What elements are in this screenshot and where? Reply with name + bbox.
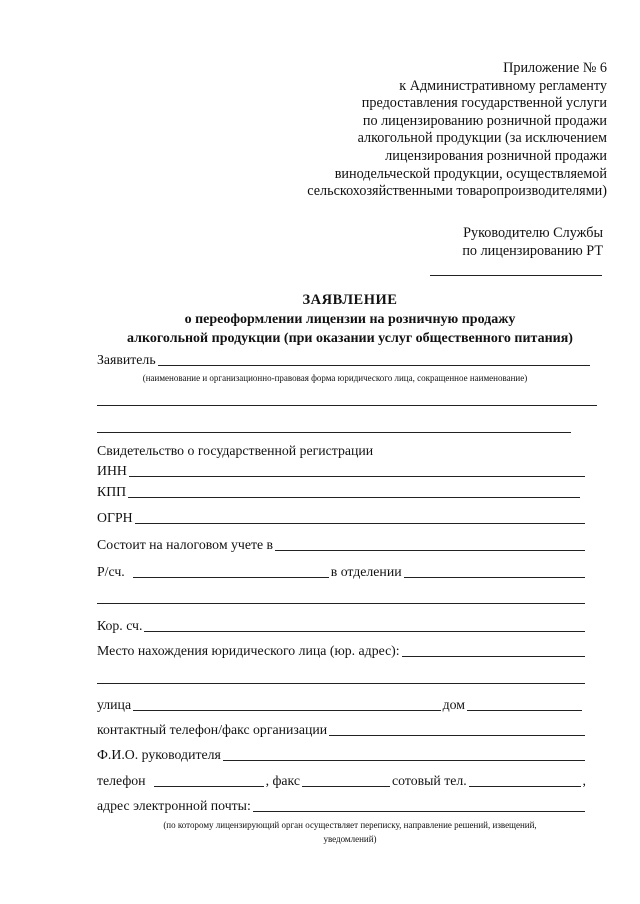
ogrn-row	[97, 510, 585, 526]
addressee-signature-line[interactable]	[430, 275, 602, 276]
email-field[interactable]	[253, 798, 585, 812]
email-row	[97, 798, 585, 814]
account-row	[97, 564, 585, 580]
director-row	[97, 747, 585, 763]
addressee-line-1: Руководителю Службы	[463, 225, 603, 241]
mobile-field[interactable]	[469, 773, 581, 787]
contact-phone-field[interactable]	[329, 722, 585, 736]
email-label: адрес электронной почты:	[97, 798, 251, 813]
street-label: улица	[97, 697, 132, 712]
address-label: Место нахождения юридического лица (юр. адрес):	[97, 643, 400, 658]
branch-label: в отделении	[330, 564, 402, 579]
phone-field[interactable]	[154, 773, 264, 787]
email-hint-2: уведомлений)	[323, 834, 377, 844]
phone-label: телефон	[97, 773, 146, 788]
fax-label: , факс	[265, 773, 301, 788]
kpp-field[interactable]	[128, 484, 580, 498]
contact-phone-label: контактный телефон/факс организации	[97, 722, 328, 737]
kpp-row	[97, 484, 580, 500]
appendix-line: сельскохозяйственными товаропроизводителями)	[307, 183, 607, 200]
ogrn-field[interactable]	[135, 510, 585, 524]
branch-field[interactable]	[404, 564, 585, 578]
applicant-extra-line-2[interactable]	[97, 432, 571, 433]
inn-row	[97, 463, 585, 479]
address-extra-line[interactable]	[97, 683, 585, 684]
appendix-line: винодельческой продукции, осуществляемой	[334, 165, 607, 182]
account-label: Р/сч.	[97, 564, 125, 579]
fax-field[interactable]	[302, 773, 390, 787]
street-field[interactable]	[133, 697, 441, 711]
applicant-hint: (наименование и организационно-правовая форма юридического лица, сокращенное наименование)	[142, 373, 528, 383]
addressee	[343, 225, 603, 260]
phones-row	[97, 773, 588, 789]
email-hint-1: (по которому лицензирующий орган осуществляет переписку, направление решений, извещений,	[163, 820, 537, 830]
appendix-line: к Административному регламенту	[399, 77, 607, 94]
corr-row	[97, 618, 585, 634]
registration-label: Свидетельство о государственной регистрации	[97, 443, 374, 458]
address-row	[97, 643, 585, 659]
director-field[interactable]	[223, 747, 585, 761]
document-title: ЗАЯВЛЕНИЕ	[302, 292, 398, 308]
registration-row	[97, 443, 600, 459]
addressee-line-2: по лицензированию РТ	[462, 242, 603, 259]
document-subtitle-2: алкогольной продукции (при оказании услуг общественного питания)	[127, 331, 573, 346]
mobile-label: сотовый тел.	[392, 773, 467, 788]
appendix-line: предоставления государственной услуги	[361, 95, 607, 112]
contact-phone-row	[97, 722, 585, 738]
account-field[interactable]	[133, 564, 329, 578]
house-label: дом	[442, 697, 465, 712]
house-field[interactable]	[467, 697, 582, 711]
tax-label: Состоит на налоговом учете в	[97, 537, 274, 552]
appendix-header	[247, 60, 607, 201]
tax-row	[97, 537, 585, 553]
mobile-comma: ,	[582, 773, 586, 788]
applicant-row	[97, 352, 590, 368]
inn-field[interactable]	[129, 463, 585, 477]
inn-label: ИНН	[97, 463, 127, 478]
tax-field[interactable]	[275, 537, 585, 551]
applicant-label: Заявитель	[97, 352, 156, 367]
appendix-line: лицензирования розничной продажи	[385, 147, 607, 164]
corr-field[interactable]	[144, 618, 585, 632]
kpp-label: КПП	[97, 484, 127, 499]
branch-extra-line[interactable]	[97, 603, 585, 604]
applicant-extra-line-1[interactable]	[97, 405, 597, 406]
appendix-line: алкогольной продукции (за исключением	[357, 130, 607, 147]
street-row	[97, 697, 582, 713]
applicant-field[interactable]	[158, 352, 590, 366]
appendix-line: по лицензированию розничной продажи	[362, 112, 607, 129]
corr-label: Кор. сч.	[97, 618, 143, 633]
address-field[interactable]	[402, 643, 585, 657]
appendix-line: Приложение № 6	[503, 60, 607, 76]
ogrn-label: ОГРН	[97, 510, 133, 525]
document-subtitle-1: о переоформлении лицензии на розничную продажу	[184, 312, 516, 327]
director-label: Ф.И.О. руководителя	[97, 747, 221, 762]
